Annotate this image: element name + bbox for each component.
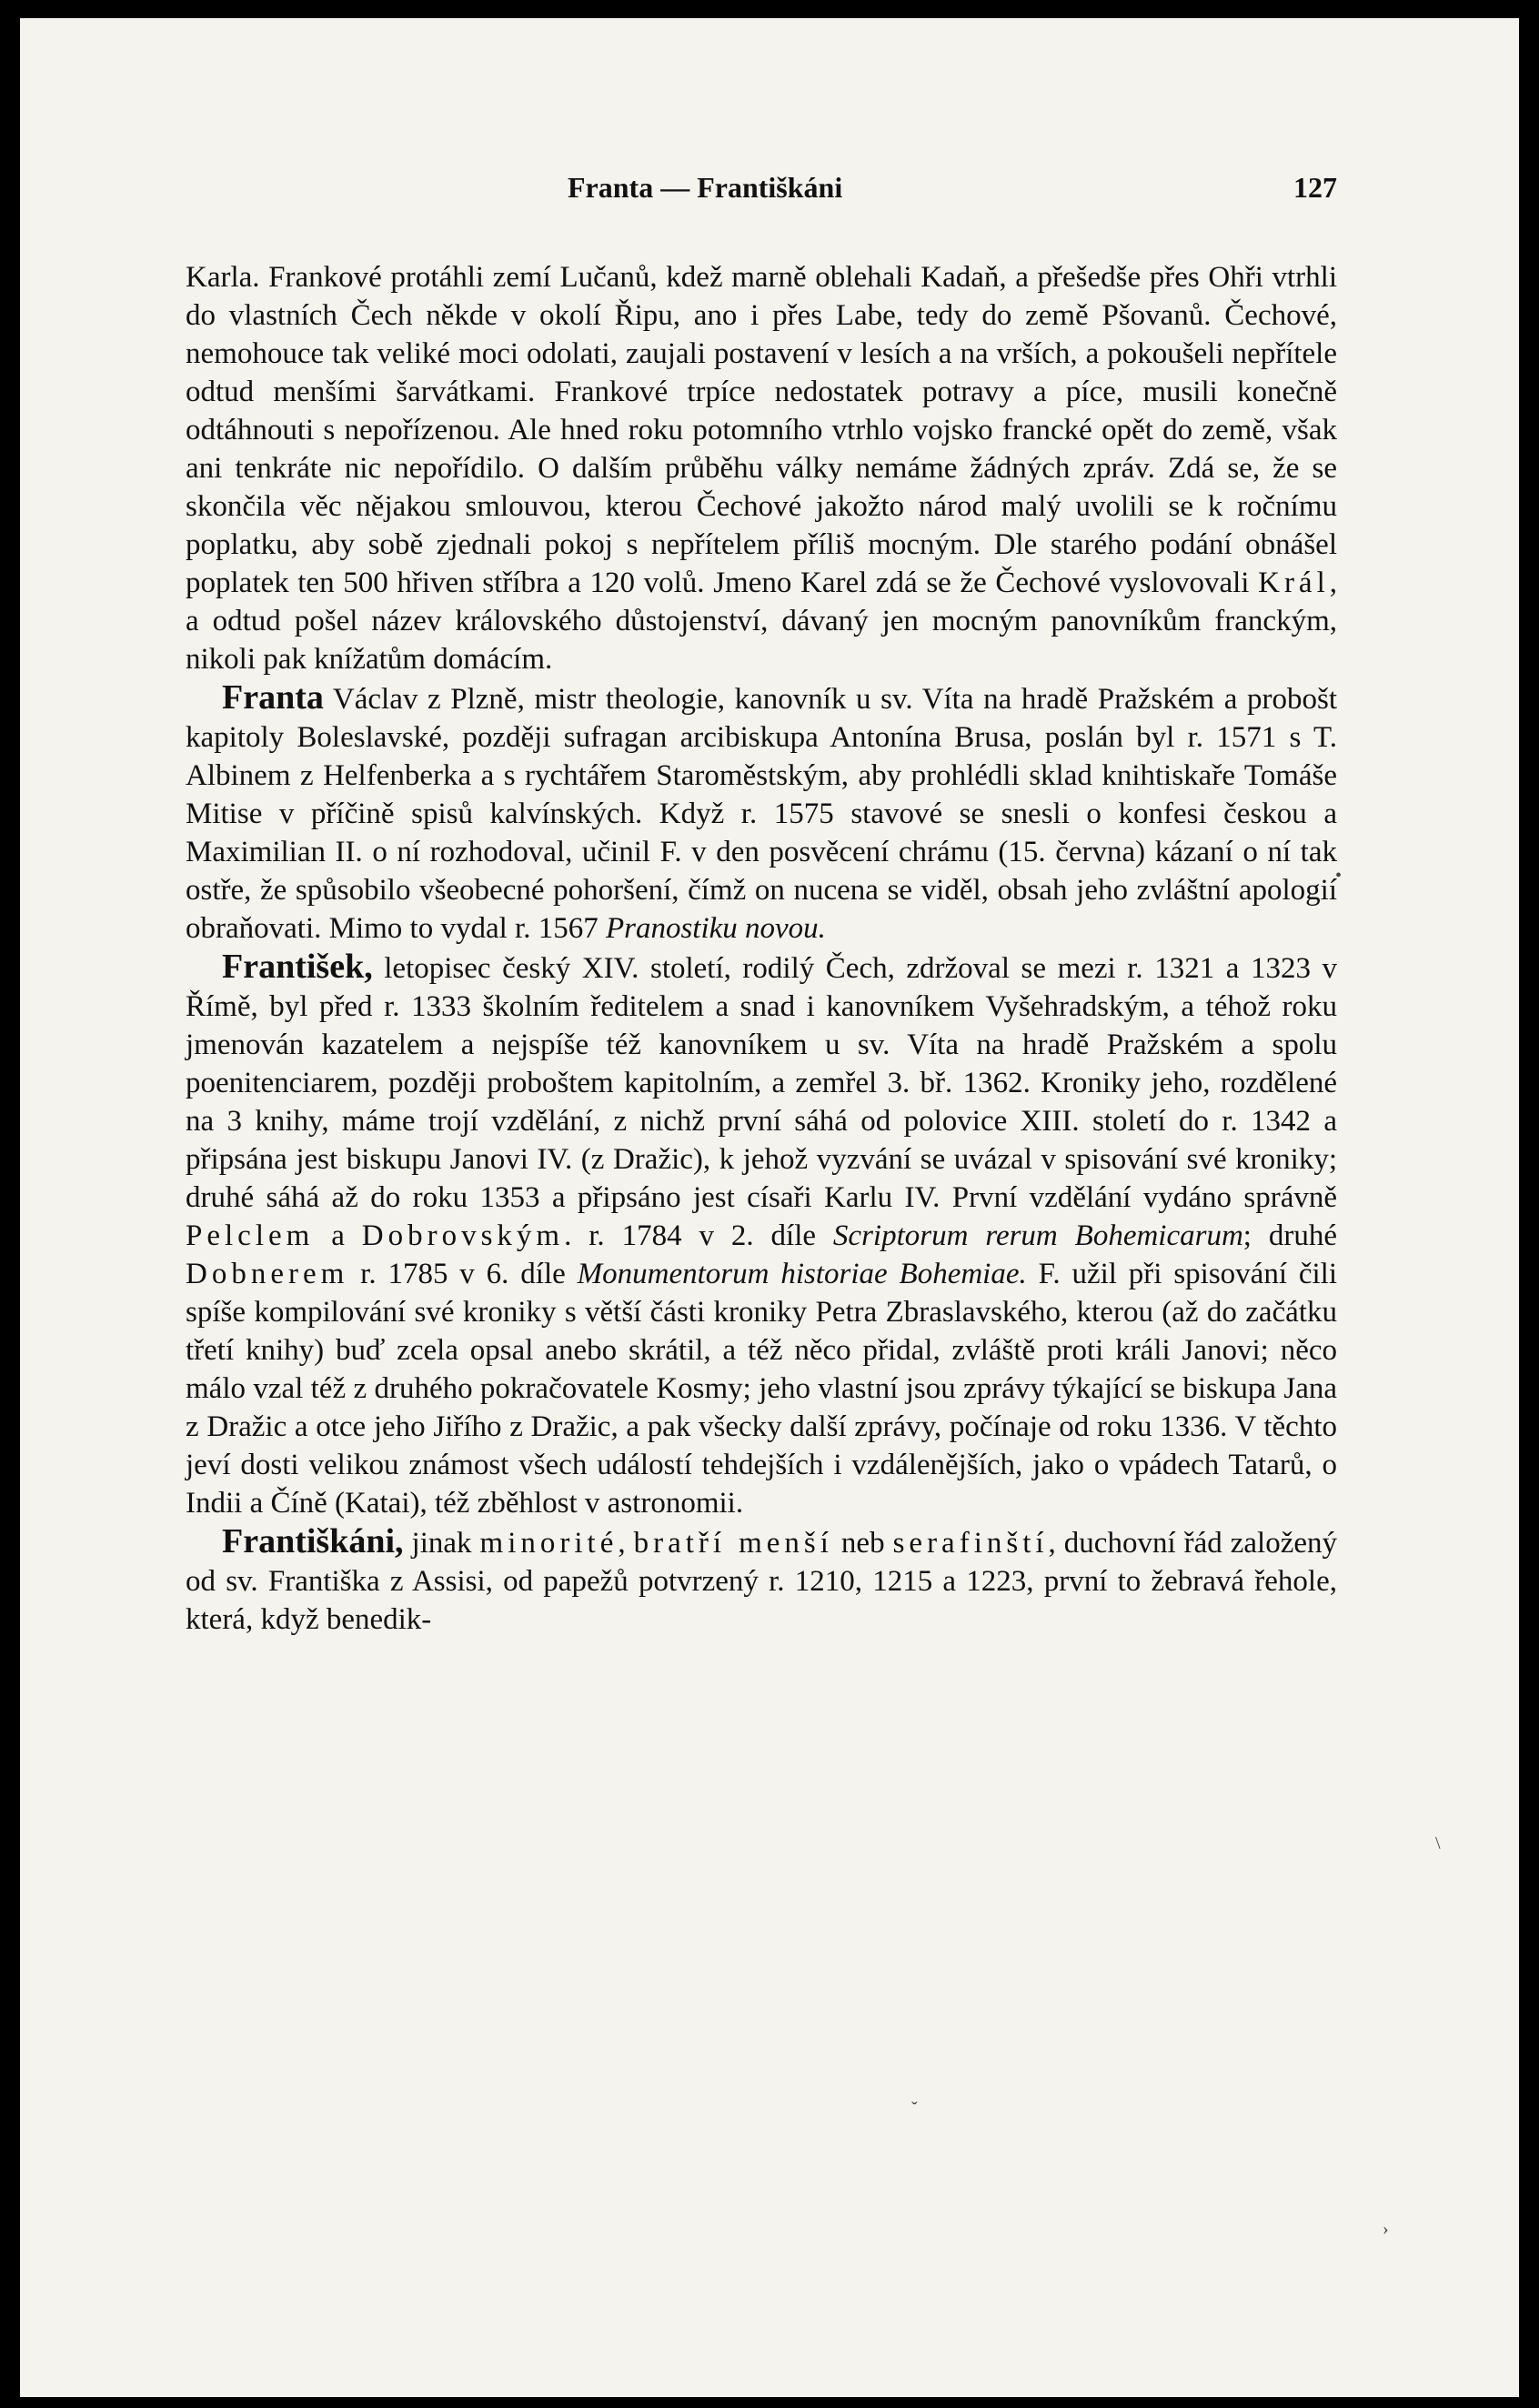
entry-text-frantiskani-2: , — [618, 1527, 634, 1560]
entry-spaced-dobrovskym: Dobrovským — [361, 1219, 565, 1252]
entry-spaced-minorite: minorité — [479, 1527, 619, 1560]
scan-speck: • — [1335, 866, 1343, 886]
running-title: Franta — Františkáni — [568, 171, 843, 204]
scan-speck: › — [1383, 2219, 1389, 2239]
scanned-page — [20, 18, 1519, 2397]
entry-text-frantisek-3: . r. 1784 v 2. díle — [564, 1219, 833, 1252]
entry-head-frantisek: František, — [222, 948, 373, 986]
running-header — [186, 171, 1337, 207]
entry-text-frantisek-1: letopisec český XIV. století, rodilý Čech, zdržoval se mezi r. 1321 a 1323 v Římě, byl před r. 1333 školním ředitelem a snad i kanovníkem Vyšehradským, a téhož roku jmenován kazatelem a nejspíše též kanovníkem u sv. Víta na hradě Pražském a spolu poenitenciarem, později proboštem kapitolním, a zemřel 3. bř. 1362. Kroniky jeho, rozdělené na 3 knihy, máme trojí vzdělání, z nichž první sáhá od polovice XIII. století do r. 1342 a připsána jest biskupu Janovi IV. (z Dražic), k jehož vyzvání se uvázal v spisování své kroniky; druhé sáhá až do roku 1353 a připsáno jest císaři Karlu IV. První vzdělání vydáno správně — [186, 952, 1337, 1214]
entry-spaced-serafinsti: serafinští — [892, 1527, 1049, 1560]
entry-frantiskani — [186, 1522, 1337, 1639]
scan-speck: ˇ — [911, 2099, 918, 2119]
intro-spaced-word: Král — [1258, 567, 1330, 599]
intro-text: Karla. Frankové protáhli zemí Lučanů, kdež marně oblehali Kadaň, a přešedše přes Ohři vtrhli do vlastních Čech někde v okolí Řipu, ano i přes Labe, tedy do země Pšovanů. Čechové, nemohouce tak veliké moci odolati, zaujali postavení v lesích a na vrších, a pokoušeli nepřítele odtud menšími šarvátkami. Frankové trpíce nedostatek potravy a píce, musili konečně odtáhnouti s nepořízenou. Ale hned roku potomního vtrhlo vojsko francké opět do země, však ani tenkráte nic nepořídilo. O dalším průběhu války nemáme žádných zpráv. Zdá se, že se skončila věc nějakou smlouvou, kterou Čechové jakožto národ malý uvolili se k ročnímu poplatku, aby sobě zjednali pokoj s nepřítelem příliš mocným. Dle starého podání obnášel poplatek ten 500 hřiven stříbra a 120 volů. Jmeno Karel zdá se že Čechové vyslovovali — [186, 261, 1337, 599]
entry-italic-franta: Pranostiku novou. — [605, 912, 826, 945]
entry-head-franta: Franta — [222, 678, 324, 717]
entry-text-frantisek-6: F. užil při spisování čili spíše kompilování své kroniky s větší části kroniky Petra Zbraslavského, kterou (až do začátku třetí knihy) buď zcela opsal anebo skrátil, a též něco přidal, zvláště proti králi Janovi; něco málo vzal též z druhého pokračovatele Kosmy; jeho vlastní jsou zprávy týkající se biskupa Jana z Dražic a otce jeho Jiřího z Dražic, a pak všecky další zprávy, počínaje od roku 1336. V těchto jeví dosti velikou známost všech událostí tehdejších i vzdálenějších, jako o vpádech Tatarů, o Indii a Číně (Katai), též zběhlost v astronomii. — [186, 1258, 1337, 1520]
entry-text-frantiskani-3: neb — [832, 1527, 893, 1560]
entry-spaced-dobnerem: Dobnerem — [186, 1258, 349, 1290]
entry-text-frantisek-4: ; druhé — [1242, 1219, 1338, 1252]
entry-italic-scriptorum: Scriptorum rerum Bohemicarum — [832, 1219, 1243, 1252]
entry-text-frantiskani-4: , duchovní řád založený od sv. Františka z Assisi, od papežů potvrzený r. 1210, 1215 a 1223, první to žebravá řehole, která, když benedik- — [186, 1527, 1338, 1636]
entry-text-frantisek-5: r. 1785 v 6. díle — [348, 1258, 578, 1290]
scan-speck: \ — [1435, 1833, 1441, 1853]
intro-text-after: , a odtud pošel název královského důstojenství, dávaný jen mocným panovníkům franckým, nikoli pak knížatům domácím. — [186, 567, 1337, 676]
page-number: 127 — [1293, 171, 1337, 204]
entry-text-franta: Václav z Plzně, mistr theologie, kanovník u sv. Víta na hradě Pražském a probošt kapitoly Boleslavské, později sufragan arcibiskupa Antonína Brusa, poslán byl r. 1571 s T. Albinem z Helfenberka a s rychtářem Staroměstským, aby prohlédli sklad knihtiskaře Tomáše Mitise v příčině spisů kalvínských. Když r. 1575 stavové se snesli o konfesi českou a Maximilian II. o ní rozhodoval, učinil F. v den posvěcení chrámu (15. června) kázaní o ní tak ostře, že spůsobilo všeobecné pohoršení, čímž on nucena se viděl, obsah jeho zvláštní apologií obraňovati. Mimo to vydal r. 1567 — [186, 683, 1337, 945]
entry-head-frantiskani: Františkáni, — [222, 1522, 404, 1560]
entry-italic-monumentorum: Monumentorum historiae Bohemiae. — [577, 1258, 1027, 1290]
entry-franta — [186, 678, 1337, 948]
entry-spaced-pelclem: Pelclem — [186, 1219, 315, 1252]
entry-frantisek — [186, 948, 1337, 1522]
entry-spaced-bratri-mensi: bratří menší — [633, 1527, 833, 1560]
body-text — [186, 258, 1337, 1639]
entry-text-frantiskani-1: jinak — [403, 1527, 480, 1560]
intro-paragraph — [186, 258, 1337, 678]
entry-text-frantisek-2: a — [314, 1219, 362, 1252]
